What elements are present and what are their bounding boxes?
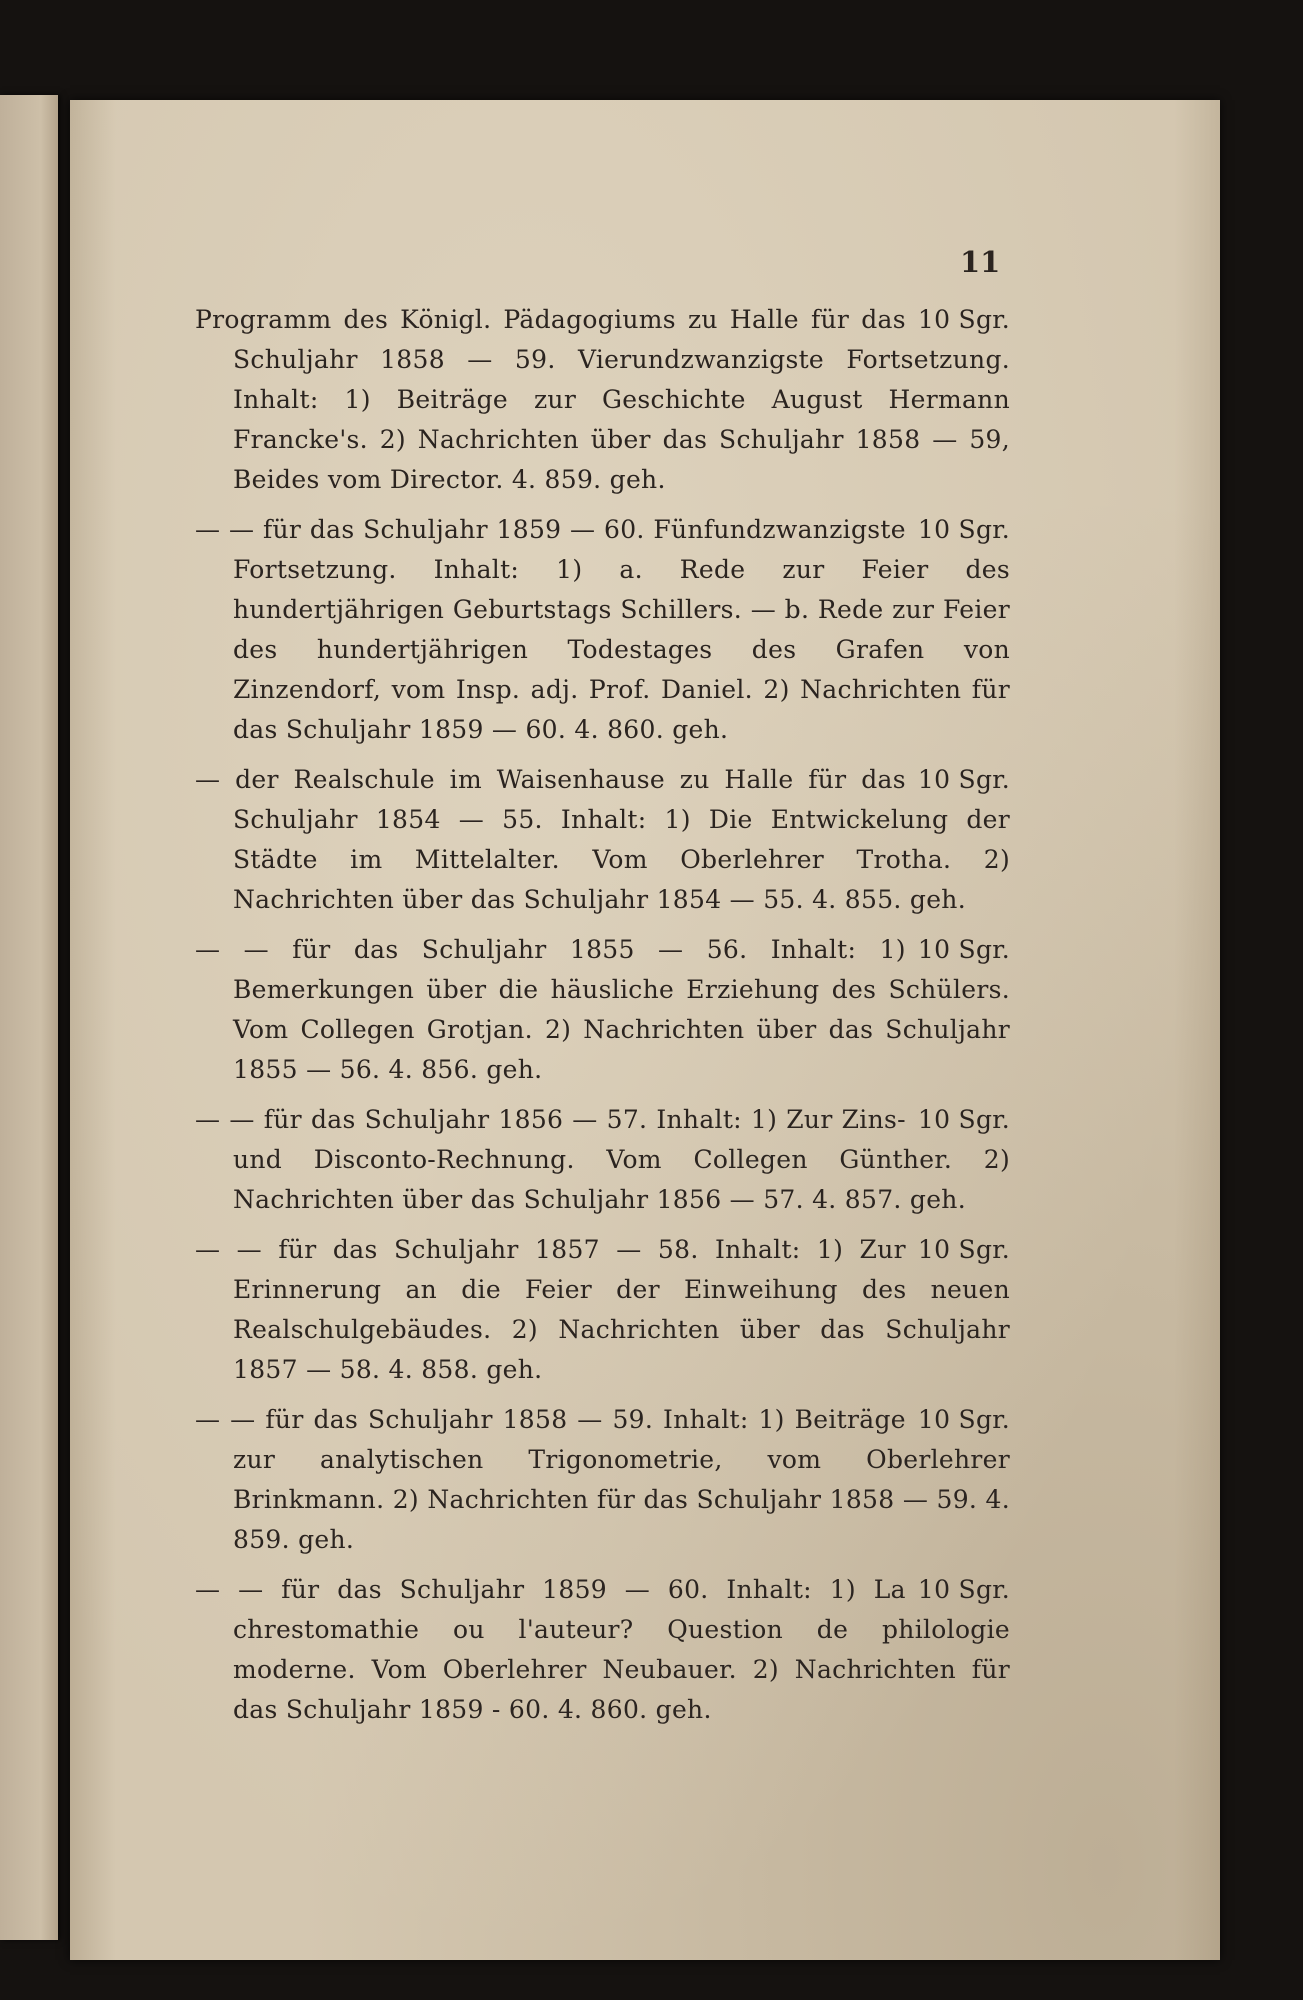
catalog-entry [195,760,1010,920]
page-number: 11 [960,245,1001,279]
previous-page-edge [0,95,58,1940]
entry-price: 10 Sgr. [917,1405,1010,1434]
catalog-entry [195,510,1010,750]
entry-text: Programm des Königl. Pädagogiums zu Halle für das Schuljahr 1858 — 59. Vierundzwanzigste Fortsetzung. Inhalt: 1) Beiträge zur Geschichte August Hermann Francke's. 2) Nachrichten über das Schuljahr 1858 — 59, Beides vom Director. 4. 859. geh. [195,305,1010,494]
catalog-entry [195,1230,1010,1390]
entry-price: 10 Sgr. [917,935,1010,964]
catalog-entry [195,1570,1010,1730]
catalog-entry [195,1100,1010,1220]
entry-text: — der Realschule im Waisenhause zu Halle für das Schuljahr 1854 — 55. Inhalt: 1) Die Entwickelung der Städte im Mittelalter. Vom Oberlehrer Trotha. 2) Nachrichten über das Schuljahr 1854 — 55. 4. 855. geh. [195,765,1010,914]
entry-price: 10 Sgr. [917,515,1010,544]
entry-price: 10 Sgr. [917,305,1010,334]
entry-text: — — für das Schuljahr 1856 — 57. Inhalt: 1) Zur Zins- und Disconto-Rechnung. Vom Collegen Günther. 2) Nachrichten über das Schuljahr 1856 — 57. 4. 857. geh. [195,1105,1010,1214]
entry-price: 10 Sgr. [917,1235,1010,1264]
entry-text: — — für das Schuljahr 1859 — 60. Inhalt: 1) La chrestomathie ou l'auteur? Question de philologie moderne. Vom Oberlehrer Neubauer. 2) Nachrichten für das Schuljahr 1859 - 60. 4. 860. geh. [195,1575,1010,1724]
entry-text: — — für das Schuljahr 1858 — 59. Inhalt: 1) Beiträge zur analytischen Trigonometrie, vom Oberlehrer Brinkmann. 2) Nachrichten für das Schuljahr 1858 — 59. 4. 859. geh. [195,1405,1010,1554]
entry-text: — — für das Schuljahr 1859 — 60. Fünfundzwanzigste Fortsetzung. Inhalt: 1) a. Rede zur Feier des hundertjährigen Geburtstags Schillers. — b. Rede zur Feier des hundertjährigen Todestages des Grafen von Zinzendorf, vom Insp. adj. Prof. Daniel. 2) Nachrichten für das Schuljahr 1859 — 60. 4. 860. geh. [195,515,1010,744]
catalog-entry [195,1400,1010,1560]
entry-text: — — für das Schuljahr 1857 — 58. Inhalt: 1) Zur Erinnerung an die Feier der Einweihung des neuen Realschulgebäudes. 2) Nachrichten über das Schuljahr 1857 — 58. 4. 858. geh. [195,1235,1010,1384]
entry-price: 10 Sgr. [917,1105,1010,1134]
catalog-entry [195,300,1010,500]
entry-text: — — für das Schuljahr 1855 — 56. Inhalt: 1) Bemerkungen über die häusliche Erziehung des Schülers. Vom Collegen Grotjan. 2) Nachrichten über das Schuljahr 1855 — 56. 4. 856. geh. [195,935,1010,1084]
catalog-entries [195,300,1010,1740]
catalog-entry [195,930,1010,1090]
entry-price: 10 Sgr. [917,1575,1010,1604]
entry-price: 10 Sgr. [917,765,1010,794]
